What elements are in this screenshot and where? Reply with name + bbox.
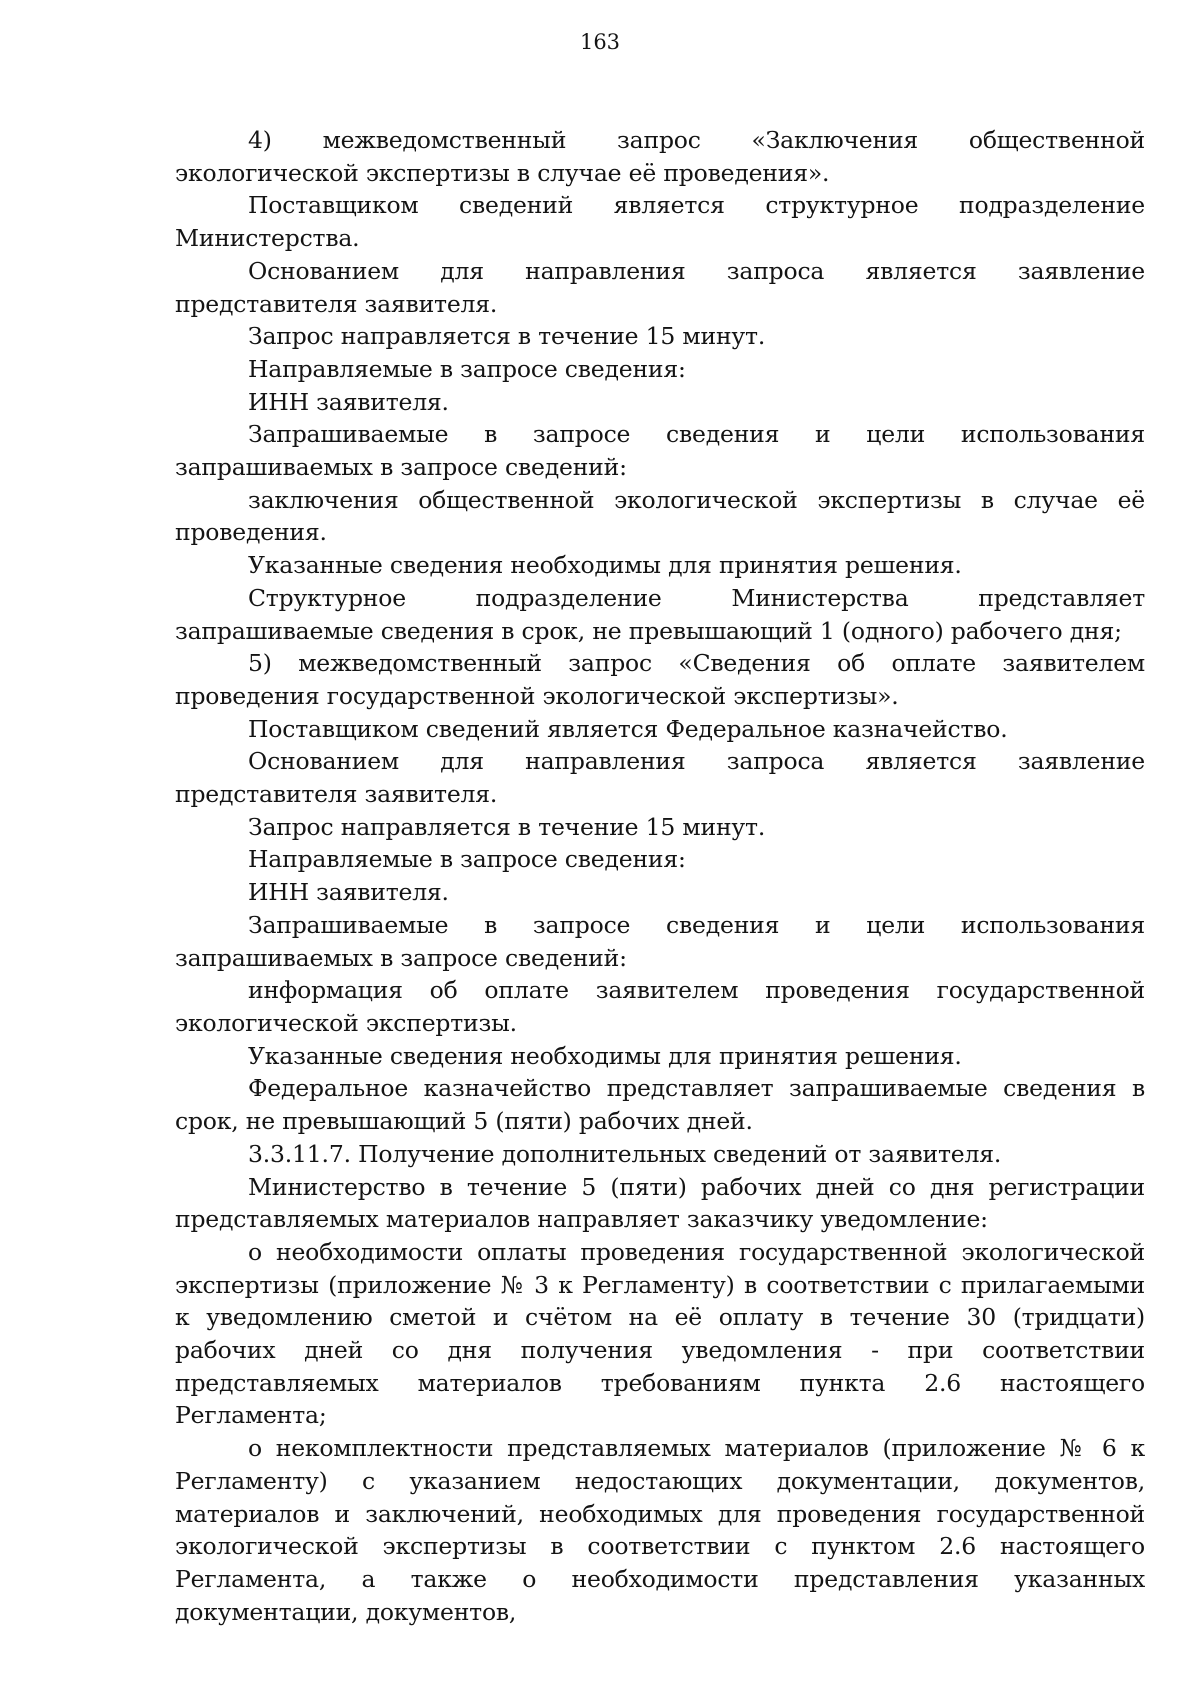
- paragraph: Основанием для направления запроса является заявление представителя заявителя.: [175, 747, 1145, 809]
- paragraph: ИНН заявителя.: [248, 387, 449, 416]
- paragraph: ИНН заявителя.: [248, 878, 449, 907]
- paragraph: Запрос направляется в течение 15 минут.: [248, 812, 766, 841]
- paragraph: Направляемые в запросе сведения:: [248, 354, 686, 383]
- paragraph: заключения общественной экологической экспертизы в случае её проведения.: [175, 485, 1145, 547]
- paragraph: Запрашиваемые в запросе сведения и цели использования запрашиваемых в запросе сведений:: [175, 910, 1145, 972]
- paragraph: о необходимости оплаты проведения государственной экологической экспертизы (приложение № 3 к Регламенту) в соответствии с прилагаемыми к уведомлению сметой и счётом на её оплату в течение 30 (тридцати) рабочих дней со дня получения уведомления - при соответствии представляемых материалов требованиям пункта 2.6 настоящего Регламента;: [175, 1237, 1145, 1430]
- paragraph: Федеральное казначейство представляет запрашиваемые сведения в срок, не превышающий 5 (пяти) рабочих дней.: [175, 1074, 1145, 1136]
- paragraph: Министерство в течение 5 (пяти) рабочих дней со дня регистрации представляемых материалов направляет заказчику уведомление:: [175, 1172, 1145, 1234]
- paragraph: Основанием для направления запроса является заявление представителя заявителя.: [175, 256, 1145, 318]
- paragraph: Указанные сведения необходимы для принятия решения.: [248, 1041, 962, 1070]
- paragraph: Поставщиком сведений является структурное подразделение Министерства.: [175, 191, 1145, 253]
- document-body: [175, 124, 1145, 1628]
- paragraph: информация об оплате заявителем проведения государственной экологической экспертизы.: [175, 976, 1145, 1037]
- paragraph: Поставщиком сведений является Федеральное казначейство.: [248, 714, 1008, 743]
- paragraph: 5) межведомственный запрос «Сведения об оплате заявителем проведения государственной экологической экспертизы».: [175, 649, 1145, 710]
- paragraph: 3.3.11.7. Получение дополнительных сведений от заявителя.: [248, 1139, 1002, 1168]
- paragraph: Структурное подразделение Министерства представляет запрашиваемые сведения в срок, не превышающий 1 (одного) рабочего дня;: [175, 583, 1145, 645]
- paragraph: Указанные сведения необходимы для принятия решения.: [248, 551, 962, 580]
- paragraph: Направляемые в запросе сведения:: [248, 845, 686, 874]
- paragraph: 4) межведомственный запрос «Заключения общественной экологической экспертизы в случае её проведения».: [175, 126, 1145, 187]
- paragraph: Запрос направляется в течение 15 минут.: [248, 322, 766, 351]
- paragraph: Запрашиваемые в запросе сведения и цели использования запрашиваемых в запросе сведений:: [175, 420, 1145, 482]
- page-number: 163: [579, 30, 621, 54]
- paragraph: о некомплектности представляемых материалов (приложение № 6 к Регламенту) с указанием недостающих документации, документов, материалов и заключений, необходимых для проведения государственной экологической экспертизы в соответствии с пунктом 2.6 настоящего Регламента, а также о необходимости представления указанных документации, документов,: [175, 1434, 1145, 1626]
